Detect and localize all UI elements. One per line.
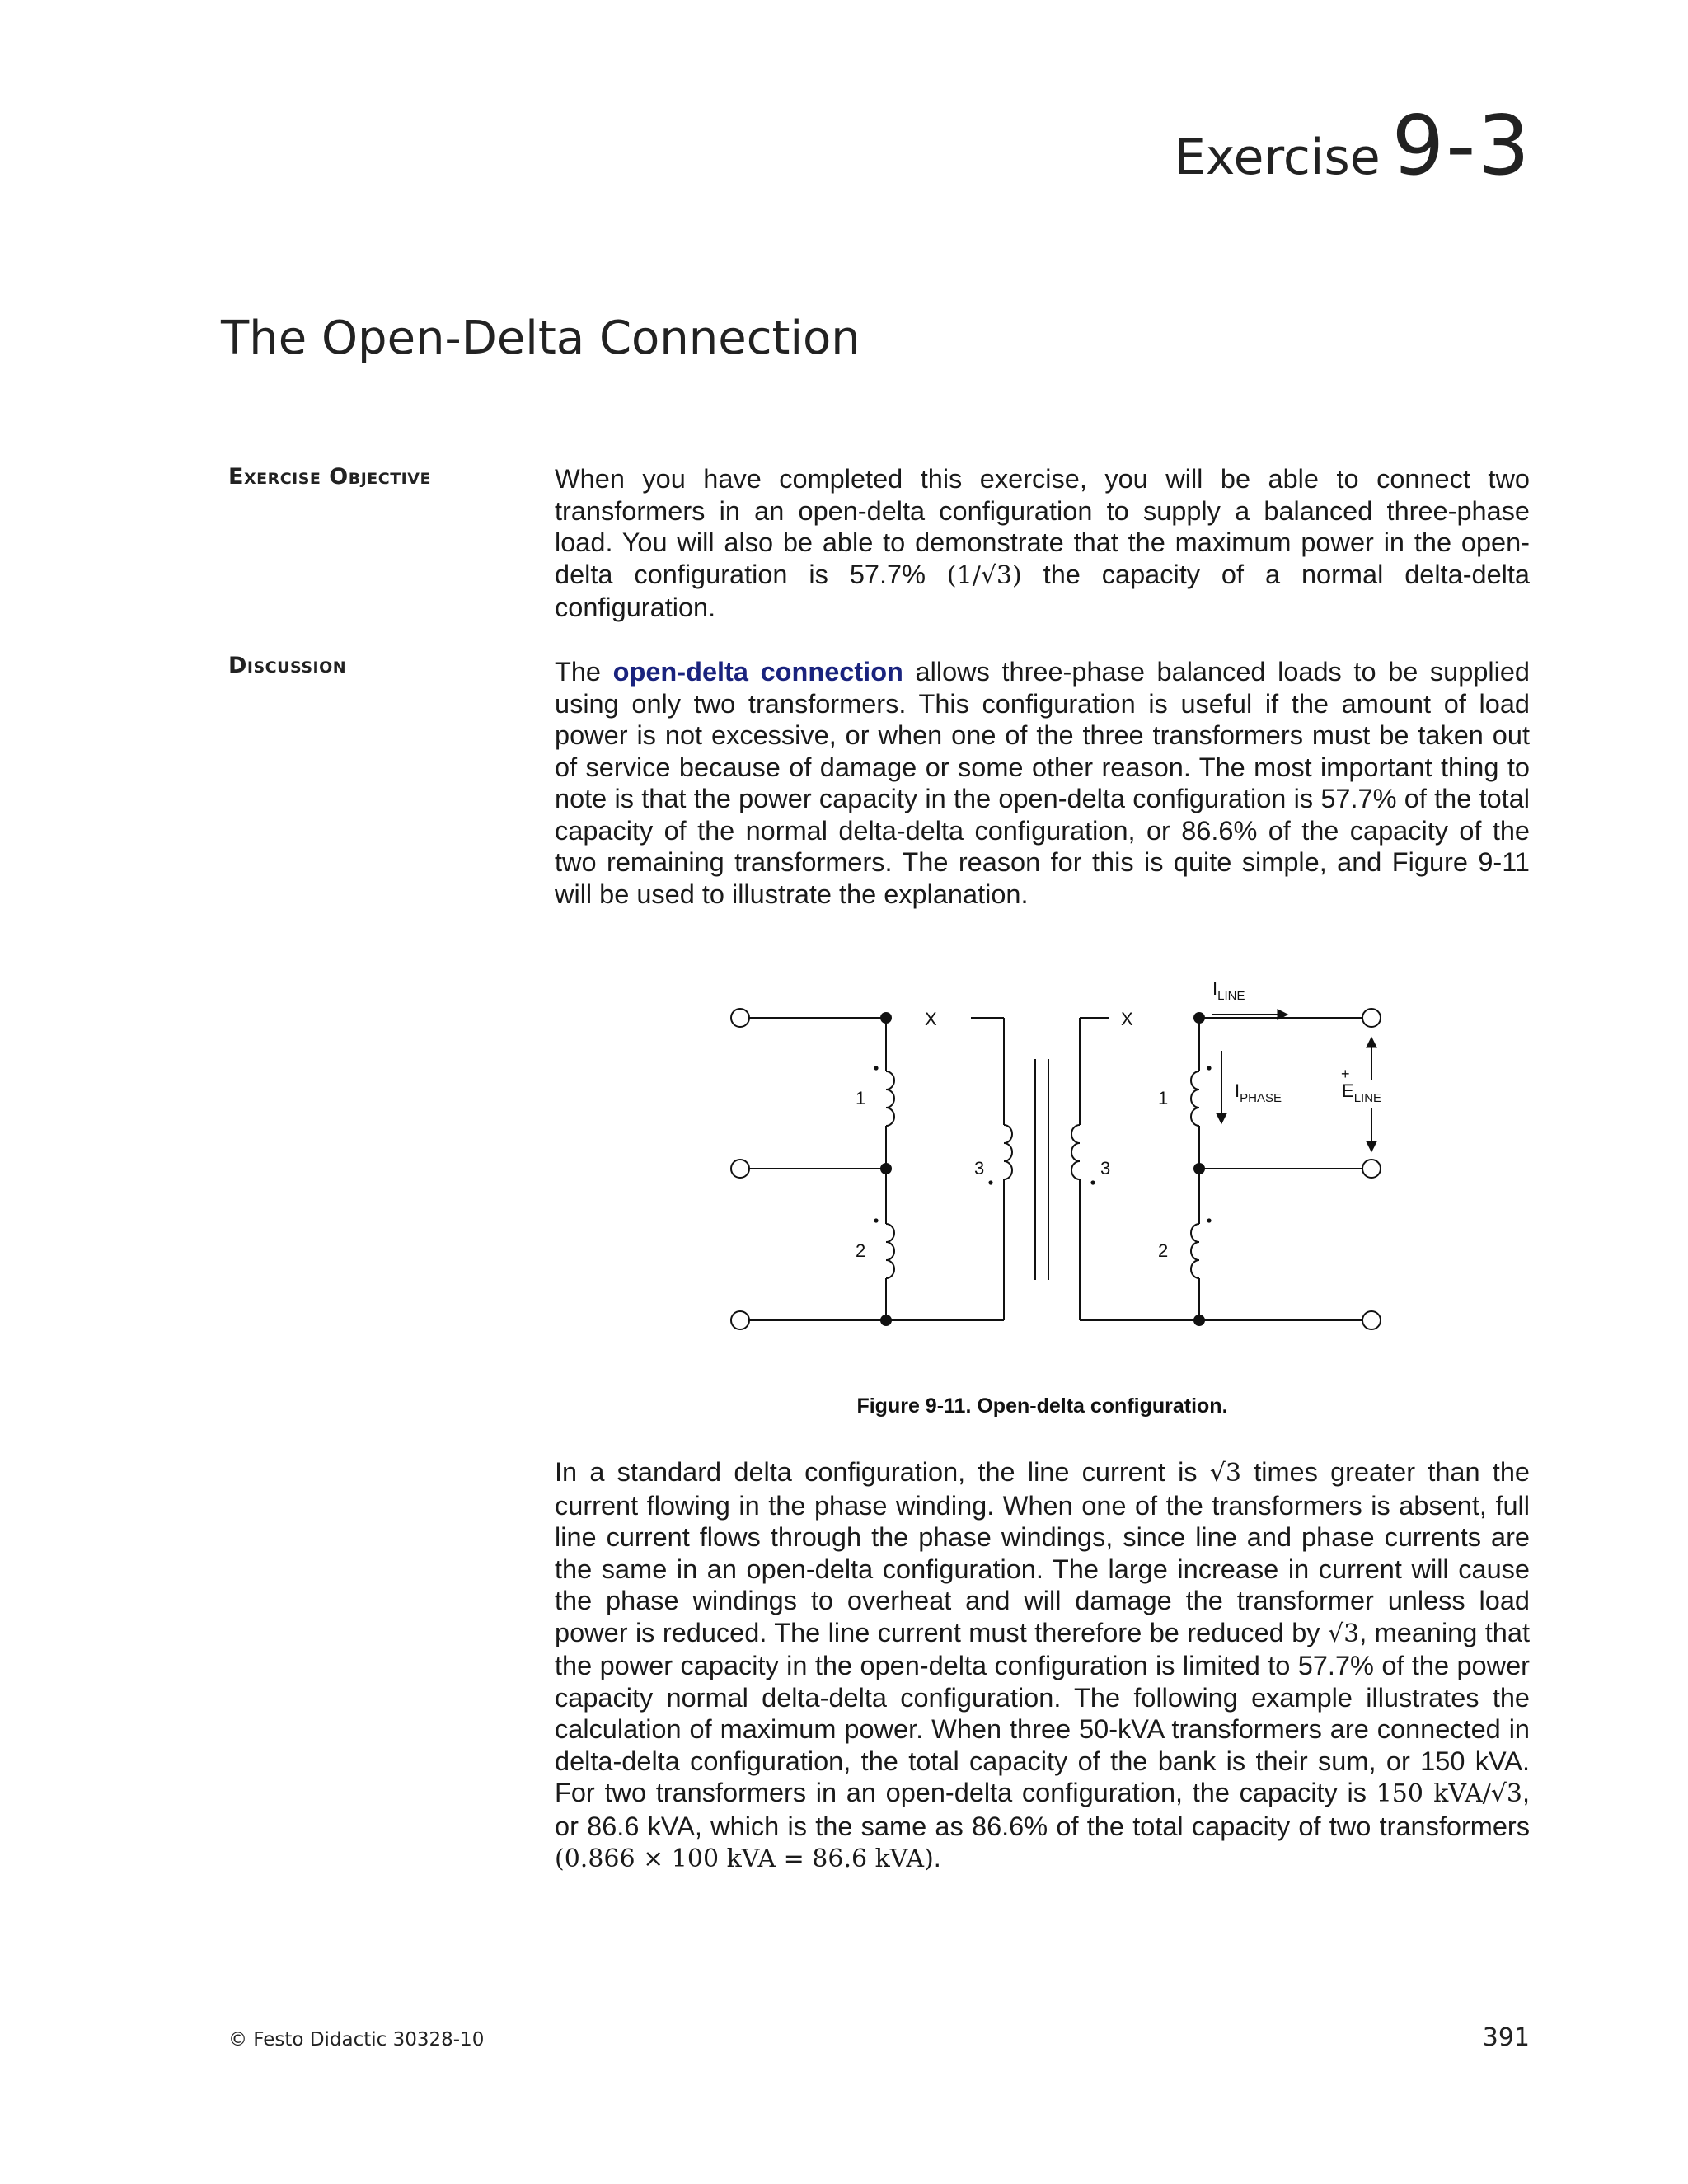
label-winding-3-right: 3: [1100, 1158, 1111, 1179]
winding-2-left: [886, 1224, 894, 1278]
junction-dot: [880, 1315, 892, 1326]
junction-dot: [880, 1163, 892, 1174]
winding-2-right: [1191, 1224, 1199, 1278]
objective-label: Exercise Objective: [228, 464, 431, 490]
terminal: [1362, 1311, 1381, 1329]
label-winding-3-left: 3: [974, 1158, 985, 1179]
polarity-dot: [1207, 1066, 1211, 1070]
polarity-dot: [1207, 1218, 1211, 1222]
winding-3-right: [1071, 1125, 1080, 1179]
exercise-label: Exercise: [1174, 129, 1381, 186]
winding-3-left: [1004, 1125, 1012, 1179]
polarity-dot: [874, 1218, 878, 1222]
polarity-dot: [874, 1066, 878, 1070]
label-winding-1-right: 1: [1158, 1088, 1169, 1108]
discussion-paragraph-2: In a standard delta configuration, the line current is √3 times greater than the current flowing in the phase winding. When one of the transformers is absent, full line current flows through the phase windings, since line and phase currents are the same in an open-delta configuration. The large increase in current will cause the phase windings to overheat and will damage the transformer unless load power is reduced. The line current must therefore be reduced by √3, meaning that the power capacity in the open-delta configuration is limited to 57.7% of the power capacity normal delta-delta configuration. The following example illustrates the calculation of maximum power. When three 50-kVA transformers are connected in delta-delta configuration, the total capacity of the bank is their sum, or 150 kVA. For two transformers in an open-delta configuration, the capacity is 150 kVA/√3, or 86.6 kVA, which is the same as 86.6% of the total capacity of two transformers (0.866 × 100 kVA = 86.6 kVA).: [555, 1457, 1530, 1873]
label-x-left: X: [925, 1009, 937, 1029]
exercise-header: [1175, 97, 1531, 194]
polarity-dot: [988, 1180, 992, 1184]
discussion-paragraph-1: The open-delta connection allows three-phase balanced loads to be supplied using only two transformers. This configuration is useful if the amount of load power is not excessive, or when one of the three transformers must be taken out of service because of damage or some other reason. The most important thing to note is that the power capacity in the open-delta configuration is 57.7% of the total capacity of the normal delta-delta configuration, or 86.6% of the capacity of the two remaining transformers. The reason for this is quite simple, and Figure 9-11 will be used to illustrate the explanation.: [555, 657, 1530, 909]
page-number: 391: [1482, 2023, 1530, 2052]
math-root3: √3: [1209, 1459, 1241, 1488]
terminal: [731, 1311, 749, 1329]
objective-text: When you have completed this exercise, you will be able to connect two transformers in an open-delta configuration to supply a balanced three-phase load. You will also be able to demonstrate that the maximum power in the open-delta configuration is 57.7% (1/√3) the capacity of a normal delta-delta configuration.: [555, 464, 1530, 622]
page-title: The Open-Delta Connection: [221, 312, 860, 365]
junction-dot: [1193, 1012, 1205, 1024]
label-plus: +: [1341, 1066, 1350, 1082]
label-winding-1-left: 1: [856, 1088, 866, 1108]
polarity-dot: [1090, 1180, 1095, 1184]
math-capacity: 150 kVA/√3: [1376, 1779, 1522, 1808]
junction-dot: [1193, 1163, 1205, 1174]
terminal: [1362, 1009, 1381, 1027]
terminal: [731, 1009, 749, 1027]
terminal: [731, 1160, 749, 1178]
open-delta-diagram: [709, 952, 1401, 1380]
discussion-label: Discussion: [228, 653, 347, 678]
terminal: [1362, 1160, 1381, 1178]
winding-1-right: [1191, 1071, 1199, 1126]
junction-dot: [1193, 1315, 1205, 1326]
label-winding-2-left: 2: [856, 1240, 866, 1261]
math-inverse-root3: (1/√3): [946, 560, 1022, 590]
footer-copyright: © Festo Didactic 30328-10: [228, 2029, 485, 2050]
figure-caption: Figure 9-11. Open-delta configuration.: [856, 1394, 1228, 1418]
math-root3: √3: [1327, 1619, 1360, 1648]
junction-dot: [880, 1012, 892, 1024]
label-x-right: X: [1121, 1009, 1133, 1029]
open-delta-figure: [709, 952, 1401, 1380]
label-winding-2-right: 2: [1158, 1240, 1169, 1261]
label-e-line: $E_{LINE}$: [1342, 1080, 1382, 1105]
open-delta-term: open-delta connection: [612, 657, 903, 687]
math-product: (0.866 × 100 kVA = 86.6 kVA): [555, 1844, 934, 1873]
exercise-number: 9-3: [1391, 97, 1531, 194]
winding-1-left: [886, 1071, 894, 1126]
label-i-line: $I_{LINE}$: [1212, 978, 1245, 1003]
label-i-phase: $I_{PHASE}$: [1235, 1080, 1282, 1105]
